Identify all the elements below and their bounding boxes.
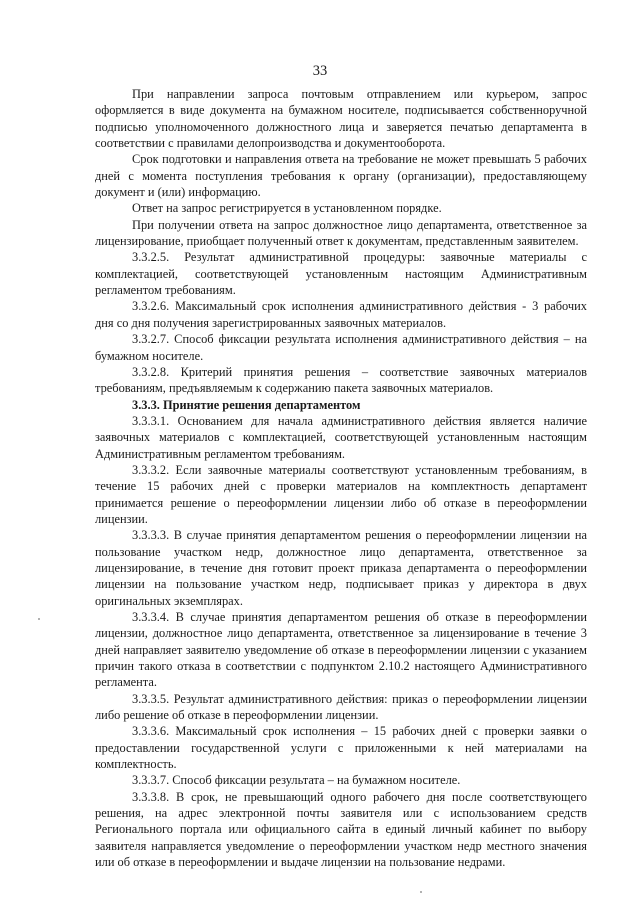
paragraph-response-attachment: При получении ответа на запрос должностное лицо департамента, ответственное за лицензирование, приобщает полученный ответ к документам, представленным заявителем.: [95, 217, 587, 249]
scan-speck: [38, 618, 40, 620]
paragraph-3-3-2-8: 3.3.2.8. Критерий принятия решения – соответствие заявочных материалов требованиям, предъявляемым к содержанию пакета заявочных материалов.: [95, 364, 587, 396]
paragraph-mail-request: При направлении запроса почтовым отправлением или курьером, запрос оформляется в виде документа на бумажном носителе, подписывается собственноручной подписью уполномоченного должностного лица и заверяется печатью департамента в соответствии с правилами делопроизводства и документооборота.: [95, 87, 587, 151]
paragraph-3-3-3-8: 3.3.3.8. В срок, не превышающий одного рабочего дня после соответствующего решения, на адрес электронной почты заявителя или с использованием средств Регионального портала или официального сайта в единый личный кабинет по выбору заявителя направляется уведомление о переоформлении участком недр местного значения или об отказе в переоформлении и выдаче лицензии на пользование недрами.: [95, 789, 587, 870]
paragraph-response-registration: Ответ на запрос регистрируется в установленном порядке.: [132, 201, 442, 216]
paragraph-3-3-2-5: 3.3.2.5. Результат административной процедуры: заявочные материалы с комплектацией, соответствующей установленным настоящим Административным регламентом требованиям.: [95, 250, 587, 298]
scan-speck: [420, 891, 422, 893]
paragraph-3-3-2-7: 3.3.2.7. Способ фиксации результата исполнения административного действия – на бумажном носителе.: [95, 332, 587, 363]
paragraph-3-3-3-1: 3.3.3.1. Основанием для начала административного действия является наличие заявочных материалов с комплектацией, соответствующей установленным настоящим Административным регламентом требованиям.: [95, 413, 587, 461]
paragraph-3-3-2-6: 3.3.2.6. Максимальный срок исполнения административного действия - 3 рабочих дня со дня получения зарегистрированных заявочных материалов.: [95, 299, 587, 330]
paragraph-3-3-3-5: 3.3.3.5. Результат административного действия: приказ о переоформлении лицензии либо решение об отказе в переоформлении лицензии.: [95, 691, 587, 723]
page-number: 33: [312, 63, 328, 79]
paragraph-3-3-3-3: 3.3.3.3. В случае принятия департаментом решения о переоформлении лицензии на пользование участком недр, должностное лицо департамента, ответственное за лицензирование, в течение дня готовит проект приказа департамента о переоформлении лицензии на пользование участком недр, подписывает приказ у директора в двух оригинальных экземплярах.: [95, 528, 587, 608]
paragraph-response-deadline: Срок подготовки и направления ответа на требование не может превышать 5 рабочих дней с момента поступления требования к органу (организации), предоставляющему документ и (или) информацию.: [95, 152, 587, 200]
paragraph-3-3-3-6: 3.3.3.6. Максимальный срок исполнения – 15 рабочих дней с проверки заявки о предоставлении государственной услуги с приложенными к ней материалами на комплектность.: [95, 724, 587, 772]
document-body: [95, 86, 587, 871]
paragraph-3-3-3-4: 3.3.3.4. В случае принятия департаментом решения об отказе в переоформлении лицензии, должностное лицо департамента, ответственное за лицензирование в течение 3 дней направляет заявителю уведомление об отказе в переоформлении лицензии с указанием причин такого отказа в соответствии с подпунктом 2.10.2 настоящего Административного регламента.: [95, 610, 587, 690]
paragraph-3-3-3-7: 3.3.3.7. Способ фиксации результата – на бумажном носителе.: [132, 773, 461, 788]
paragraph-3-3-3-2: 3.3.3.2. Если заявочные материалы соответствуют установленным требованиям, в течение 15 рабочих дней с проверки материалов на комплектность департамент принимается решение о переоформлении лицензии либо об отказе в переоформлении лицензии.: [95, 462, 587, 526]
section-heading-3-3-3: 3.3.3. Принятие решения департаментом: [132, 397, 361, 412]
